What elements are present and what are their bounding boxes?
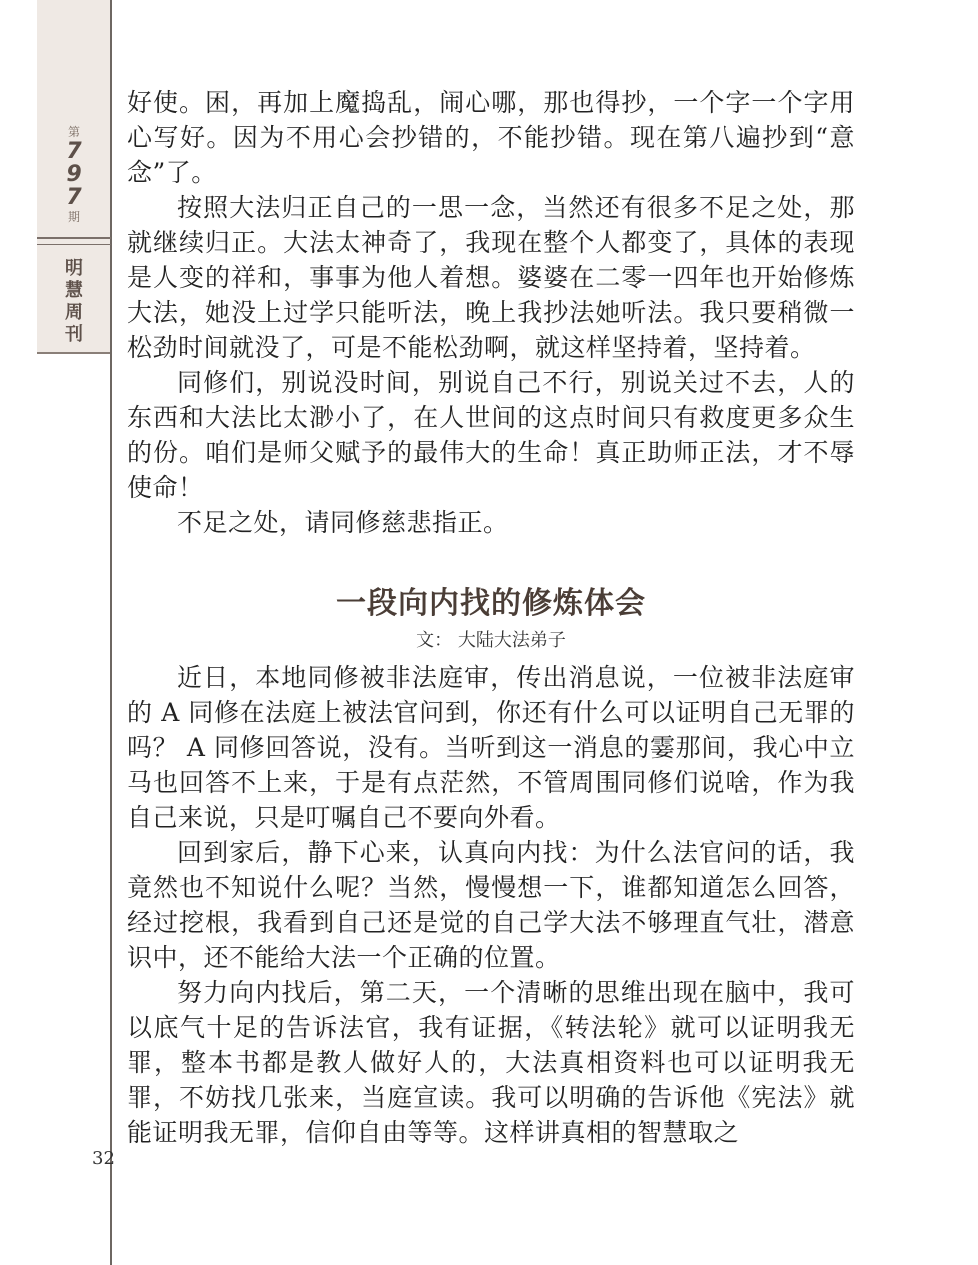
magazine-name	[37, 258, 111, 346]
sidebar-divider	[37, 237, 111, 245]
previous-article-continuation	[127, 85, 855, 540]
article-title: 一段向内找的修炼体会	[336, 586, 646, 621]
paragraph: 不足之处，请同修慈悲指正。	[177, 508, 509, 537]
issue-digit: 9	[66, 162, 82, 187]
magazine-name-char: 明	[65, 258, 83, 279]
issue-digit: 7	[66, 185, 82, 210]
magazine-name-char: 周	[65, 302, 83, 323]
paragraph: 回到家后，静下心来，认真向内找：为什么法官问的话，我竟然也不知说什么呢？当然，慢慢想一下，谁都知道怎么回答，经过挖根，我看到自己还是觉的自己学大法不够理直气壮，潜意识中，还不能给大法一个正确的位置。	[127, 838, 855, 972]
issue-prefix: 第	[67, 125, 80, 139]
magazine-name-char: 慧	[65, 280, 83, 301]
paragraph: 近日，本地同修被非法庭审，传出消息说，一位被非法庭审的 A 同修在法庭上被法官问到，你还有什么可以证明自己无罪的吗？ A 同修回答说，没有。当听到这一消息的霎那间，我心中立马也回答不上来，于是有点茫然，不管周围同修们说啥，作为我自己来说，只是叮嘱自己不要向外看。	[127, 663, 855, 832]
issue-number	[37, 124, 111, 225]
paragraph: 同修们，别说没时间，别说自己不行，别说关过不去，人的东西和大法比太渺小了，在人世间的这点时间只有救度更多众生的份。咱们是师父赋予的最伟大的生命！真正助师正法，才不辱使命！	[127, 368, 855, 502]
issue-suffix: 期	[67, 210, 80, 224]
page-number: 32	[92, 1148, 115, 1169]
paragraph: 按照大法归正自己的一思一念，当然还有很多不足之处，那就继续归正。大法太神奇了，我现在整个人都变了，具体的表现是人变的祥和，事事为他人着想。婆婆在二零一四年也开始修炼大法，她没上过学只能听法，晚上我抄法她听法。我只要稍微一松劲时间就没了，可是不能松劲啊，就这样坚持着，坚持着。	[127, 193, 855, 362]
issue-digit: 7	[66, 139, 82, 164]
paragraph: 努力向内找后，第二天，一个清晰的思维出现在脑中，我可以底气十足的告诉法官，我有证据，《转法轮》就可以证明我无罪，整本书都是教人做好人的，大法真相资料也可以证明我无罪，不妨找几张来，当庭宣读。我可以明确的告诉他《宪法》就能证明我无罪，信仰自由等等。这样讲真相的智慧取之	[127, 978, 855, 1147]
magazine-name-char: 刊	[65, 324, 83, 345]
page-content	[127, 85, 855, 1150]
article-byline: 文： 大陆大法弟子	[416, 630, 566, 651]
paragraph: 好使。困，再加上魔捣乱，闹心哪，那也得抄，一个字一个字用心写好。因为不用心会抄错的，不能抄错。现在第八遍抄到“意念”了。	[127, 88, 855, 187]
article	[127, 584, 855, 1150]
